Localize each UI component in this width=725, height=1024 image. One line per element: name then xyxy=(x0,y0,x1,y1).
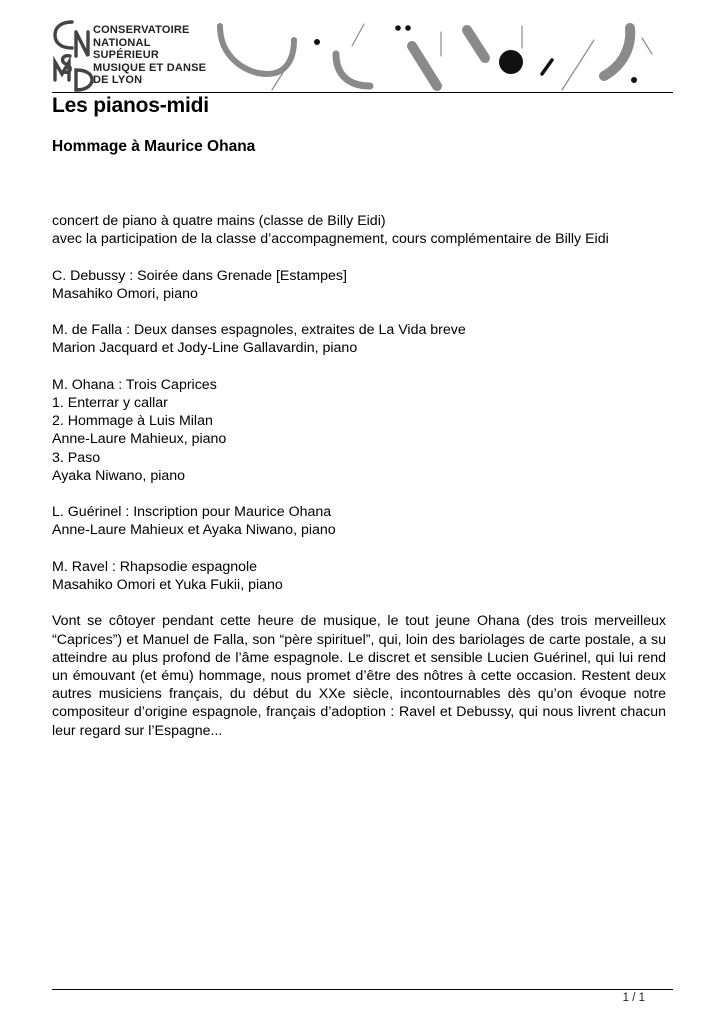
logo-line: CONSERVATOIRE xyxy=(93,24,190,36)
program-line: 1. Enterrar y callar xyxy=(52,394,168,411)
closing-paragraph: Vont se côtoyer pendant cette heure de musique, le tout jeune Ohana (des trois merveilleux “Caprices”) et Manuel de Falla, son “père spirituel”, qui, loin des bariolages de carte postale, a su atteindre au plus profond de l’âme espagnole. Le discret et sensible Lucien Guérinel, qui lui rend un émouvant (et ému) hommage, nous promet d’être des nôtres à cette occasion. Restent deux autres musiciens français, du début du XXe siècle, incontournables dès qu’on évoque notre compositeur d’origine espagnole, français d’adoption : Ravel et Debussy, qui nous livrent chacun leur regard sur l’Espagne... xyxy=(52,613,666,739)
program-line: Marion Jacquard et Jody-Line Gallavardin, piano xyxy=(52,340,358,357)
intro-line: avec la participation de la classe d’accompagnement, cours complémentaire de Billy Eidi xyxy=(52,231,609,248)
logo-line: NATIONAL xyxy=(93,36,151,49)
program-line: Anne-Laure Mahieux et Ayaka Niwano, piano xyxy=(52,522,336,539)
program-line: 2. Hommage à Luis Milan xyxy=(52,413,213,430)
program-line: Masahiko Omori, piano xyxy=(52,285,198,302)
page-header xyxy=(52,18,673,93)
intro-line: concert de piano à quatre mains (classe de Billy Eidi) xyxy=(52,213,386,229)
program-line: 3. Paso xyxy=(52,449,101,466)
program-item xyxy=(52,267,666,303)
program-line: C. Debussy : Soirée dans Grenade [Estampes] xyxy=(52,267,347,284)
page-subtitle: Hommage à Maurice Ohana xyxy=(52,138,256,155)
program-line: Ayaka Niwano, piano xyxy=(52,467,186,484)
footer-rule xyxy=(52,989,673,990)
program-line: Anne-Laure Mahieux, piano xyxy=(52,431,227,448)
program-item xyxy=(52,376,666,485)
decorative-graphic-strokes xyxy=(212,18,673,92)
logo-line: MUSIQUE ET DANSE xyxy=(93,61,207,74)
program-item xyxy=(52,558,666,594)
document-body xyxy=(52,212,666,758)
page-title: Les pianos-midi xyxy=(52,94,209,117)
program-item xyxy=(52,503,666,539)
header-rule xyxy=(52,92,673,93)
logo-line: DE LYON xyxy=(93,74,143,87)
program-line: M. de Falla : Deux danses espagnoles, extraites de La Vida breve xyxy=(52,322,466,339)
program-item xyxy=(52,321,666,357)
program-line: Masahiko Omori et Yuka Fukii, piano xyxy=(52,576,283,593)
program-line: M. Ravel : Rhapsodie espagnole xyxy=(52,558,258,575)
cnsmd-monogram-logo xyxy=(52,18,94,92)
program-line: M. Ohana : Trois Caprices xyxy=(52,376,217,393)
program-line: L. Guérinel : Inscription pour Maurice Ohana xyxy=(52,504,332,521)
page-number: 1 / 1 xyxy=(622,992,645,1004)
institution-name xyxy=(93,24,206,87)
logo-line: SUPÉRIEUR xyxy=(93,49,159,62)
intro-paragraph xyxy=(52,212,666,248)
